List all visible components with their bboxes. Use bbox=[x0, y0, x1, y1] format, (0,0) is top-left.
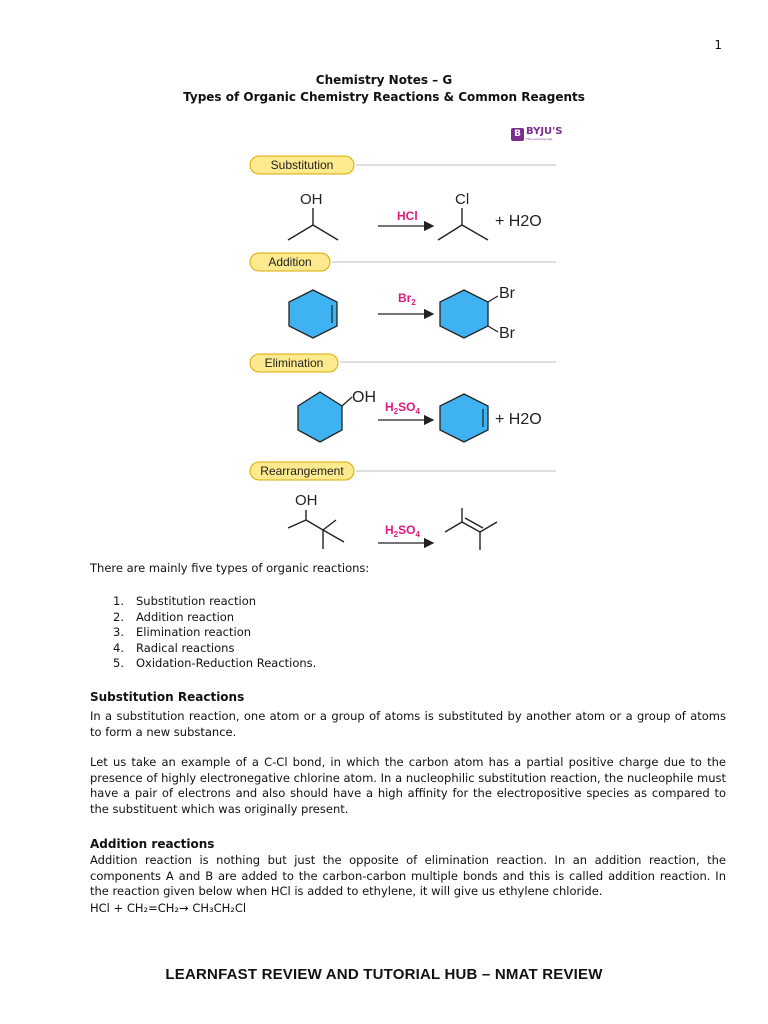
dibromocyclohexane-ring bbox=[440, 290, 488, 338]
cyclohexene-ring bbox=[289, 290, 337, 338]
addition-reagent: $Br_2$ bbox=[398, 291, 416, 307]
isopropyl-chloride-structure bbox=[438, 208, 488, 240]
reaction-types-figure bbox=[240, 150, 560, 558]
elimination-byproduct: + H2O bbox=[495, 411, 542, 428]
list-item: 3. Elimination reaction bbox=[113, 625, 252, 639]
elimination-label: Elimination bbox=[264, 356, 324, 370]
document-title: Chemistry Notes – G bbox=[315, 73, 453, 87]
intro-text: There are mainly five types of organic reactions: bbox=[90, 561, 370, 575]
logo-tagline: The Learning App bbox=[526, 137, 553, 141]
substitution-label: Substitution bbox=[270, 158, 334, 172]
addition-product-br-top: Br bbox=[499, 285, 515, 302]
page-number: 1 bbox=[714, 38, 722, 52]
logo-wordmark: BYJU'S bbox=[526, 126, 563, 137]
logo-badge-icon: B bbox=[511, 128, 524, 141]
addition-label: Addition bbox=[268, 255, 312, 269]
byjus-logo bbox=[511, 127, 562, 141]
elimination-section bbox=[250, 354, 556, 442]
substitution-reactant-oh: OH bbox=[300, 191, 323, 208]
list-item: 1. Substitution reaction bbox=[113, 594, 257, 608]
list-item: 2. Addition reaction bbox=[113, 609, 235, 624]
rearrangement-reagent: $H_2SO_4$ bbox=[385, 523, 420, 539]
rearrangement-label: Rearrangement bbox=[260, 464, 344, 478]
substitution-section bbox=[250, 156, 556, 240]
addition-section bbox=[250, 253, 556, 342]
isopropanol-structure bbox=[288, 208, 338, 240]
substitution-byproduct: + H2O bbox=[495, 213, 542, 230]
rearrangement-product-structure bbox=[445, 508, 497, 550]
rearrangement-section bbox=[250, 462, 556, 550]
cyclohexanol-ring bbox=[298, 392, 342, 442]
substitution-reagent: HCl bbox=[397, 209, 418, 223]
substitution-product-cl: Cl bbox=[455, 191, 470, 208]
substitution-heading: Substitution Reactions bbox=[90, 690, 245, 704]
page-footer: LEARNFAST REVIEW AND TUTORIAL HUB – NMAT REVIEW bbox=[165, 966, 603, 983]
list-item: 5. Oxidation-Reduction Reactions. bbox=[113, 656, 317, 670]
addition-equation: HCl + CH₂=CH₂→ CH₃CH₂Cl bbox=[90, 901, 247, 915]
document-subtitle: Types of Organic Chemistry Reactions & Common Reagents bbox=[183, 90, 585, 104]
substitution-paragraph-1: In a substitution reaction, one atom or a group of atoms is substituted by another atom or a group of atoms to form a new substance. bbox=[90, 709, 726, 739]
elimination-reactant-oh: OH bbox=[352, 389, 376, 406]
addition-product-br-bottom: Br bbox=[499, 325, 515, 342]
rearrangement-reactant-oh: OH bbox=[295, 492, 318, 509]
substitution-paragraph-2: Let us take an example of a C-Cl bond, in which the carbon atom has a partial positive charge due to the presence of highly electronegative chlorine atom. In a nucleophilic substitution reaction, the nucleophile must have a pair of electrons and also should have a high affinity for the electropositive species as compared to the substituent which was originally present. bbox=[90, 755, 726, 816]
addition-heading: Addition reactions bbox=[90, 837, 215, 851]
reaction-types-list bbox=[113, 594, 316, 672]
addition-paragraph: Addition reaction is nothing but just the opposite of elimination reaction. In an addition reaction, the components A and B are added to the carbon-carbon multiple bonds and this is called addition reaction. In the reaction given below when HCl is added to ethylene, it will give us ethylene chloride. bbox=[90, 853, 726, 898]
rearrangement-reactant-structure bbox=[288, 510, 344, 549]
elimination-reagent: $H_2SO_4$ bbox=[385, 400, 420, 416]
cyclohexene-product-ring bbox=[440, 394, 488, 442]
list-item: 4. Radical reactions bbox=[113, 640, 235, 655]
